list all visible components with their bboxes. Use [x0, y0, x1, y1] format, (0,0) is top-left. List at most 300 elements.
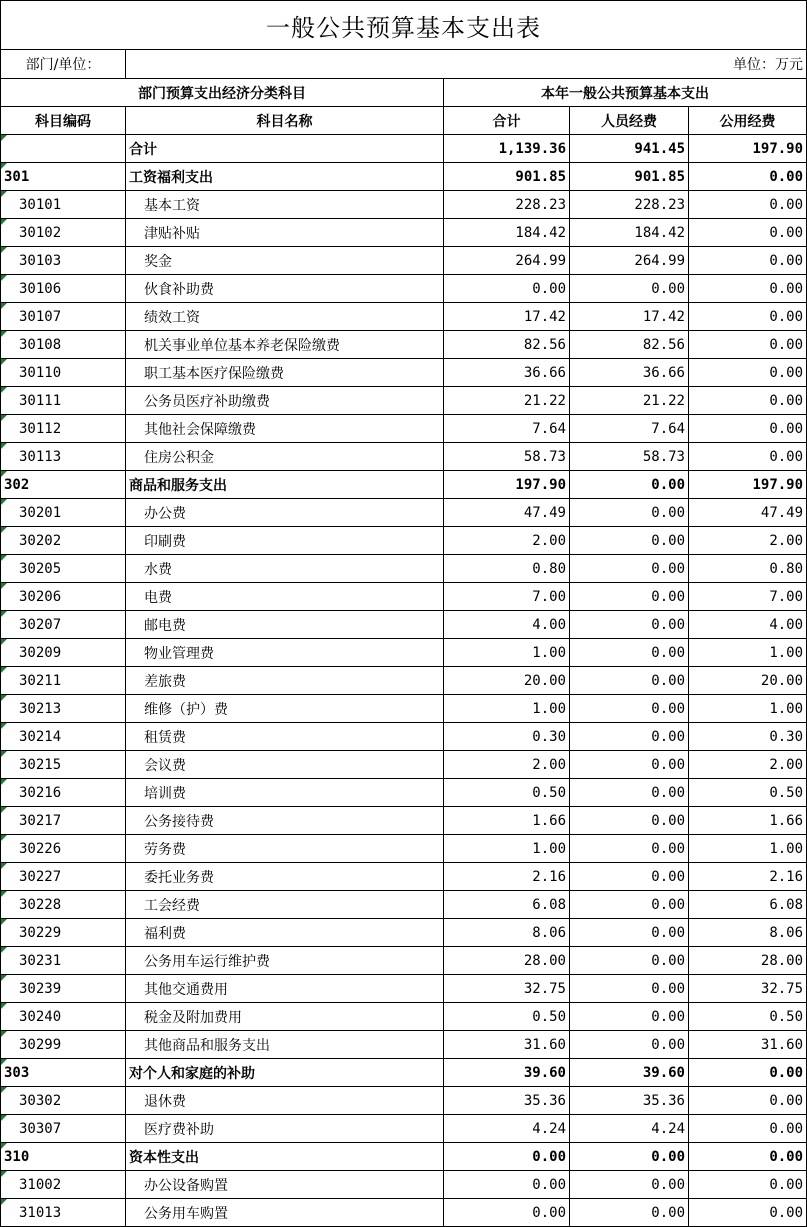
row-code-text: 30202: [19, 532, 62, 549]
row-name: 培训费: [126, 779, 444, 807]
row-code: [1, 275, 126, 303]
row-code-text: 30205: [19, 560, 62, 577]
table-row: [1, 751, 807, 779]
table-row: [1, 555, 807, 583]
table-row: [1, 443, 807, 471]
cell-marker-icon: [1, 667, 7, 673]
row-personnel: 0.00: [570, 975, 689, 1003]
row-name: 差旅费: [126, 667, 444, 695]
table-row: [1, 863, 807, 891]
cell-marker-icon: [1, 835, 7, 841]
row-name: 水费: [126, 555, 444, 583]
table-row: [1, 247, 807, 275]
cell-marker-icon: [1, 639, 7, 645]
row-code: [1, 723, 126, 751]
cell-marker-icon: [1, 1171, 7, 1177]
row-public: 0.00: [689, 1171, 807, 1199]
row-code: [1, 555, 126, 583]
row-public: 2.16: [689, 863, 807, 891]
row-personnel: 0.00: [570, 1003, 689, 1031]
row-name: 会议费: [126, 751, 444, 779]
row-name: 资本性支出: [126, 1143, 444, 1171]
row-name: 工资福利支出: [126, 163, 444, 191]
table-row: [1, 807, 807, 835]
row-public: 0.00: [689, 247, 807, 275]
row-personnel: 35.36: [570, 1087, 689, 1115]
cell-marker-icon: [1, 359, 7, 365]
row-name: 伙食补助费: [126, 275, 444, 303]
row-name: 委托业务费: [126, 863, 444, 891]
row-personnel: 0.00: [570, 639, 689, 667]
row-personnel: 0.00: [570, 667, 689, 695]
row-code-text: 30302: [19, 1092, 62, 1109]
table-row: [1, 219, 807, 247]
row-code: [1, 835, 126, 863]
cell-marker-icon: [1, 751, 7, 757]
table-row: [1, 723, 807, 751]
row-public: 0.00: [689, 331, 807, 359]
row-code: [1, 387, 126, 415]
row-public: 8.06: [689, 919, 807, 947]
row-personnel: 0.00: [570, 891, 689, 919]
header-group-classification: 部门预算支出经济分类科目: [1, 79, 444, 107]
column-header-name: 科目名称: [126, 107, 444, 135]
row-total: 0.30: [444, 723, 570, 751]
row-total: 31.60: [444, 1031, 570, 1059]
row-public: 28.00: [689, 947, 807, 975]
row-code-text: 30231: [19, 952, 62, 969]
cell-marker-icon: [1, 863, 7, 869]
row-code: [1, 639, 126, 667]
row-total: 32.75: [444, 975, 570, 1003]
row-personnel: 0.00: [570, 695, 689, 723]
cell-marker-icon: [1, 611, 7, 617]
cell-marker-icon: [1, 807, 7, 813]
cell-marker-icon: [1, 891, 7, 897]
row-public: 0.00: [689, 191, 807, 219]
row-name: 福利费: [126, 919, 444, 947]
unit-label: 单位：万元: [126, 50, 807, 79]
row-code: [1, 751, 126, 779]
table-row: [1, 1031, 807, 1059]
table-row: [1, 415, 807, 443]
row-code: [1, 583, 126, 611]
table-row: [1, 975, 807, 1003]
table-row: [1, 499, 807, 527]
cell-marker-icon: [1, 1003, 7, 1009]
row-total: 21.22: [444, 387, 570, 415]
table-row: [1, 919, 807, 947]
row-code-text: 30216: [19, 784, 62, 801]
table-row: [1, 611, 807, 639]
row-public: 197.90: [689, 471, 807, 499]
table-row: [1, 1115, 807, 1143]
row-code: [1, 1115, 126, 1143]
total-row: [1, 135, 807, 163]
row-code: [1, 499, 126, 527]
category-row: [1, 1143, 807, 1171]
row-code-text: 30228: [19, 896, 62, 913]
row-personnel: 21.22: [570, 387, 689, 415]
row-code: [1, 695, 126, 723]
row-code-text: 302: [4, 476, 30, 493]
row-total: 1.00: [444, 639, 570, 667]
row-public: 0.00: [689, 1087, 807, 1115]
table-row: [1, 331, 807, 359]
row-personnel: 0.00: [570, 863, 689, 891]
row-total: 82.56: [444, 331, 570, 359]
row-personnel: 228.23: [570, 191, 689, 219]
row-public: 4.00: [689, 611, 807, 639]
row-name: 津贴补贴: [126, 219, 444, 247]
column-header-personnel: 人员经费: [570, 107, 689, 135]
row-total: 2.00: [444, 527, 570, 555]
row-code-text: 30103: [19, 252, 62, 269]
row-code: [1, 191, 126, 219]
row-code: [1, 303, 126, 331]
row-code-text: 30239: [19, 980, 62, 997]
table-row: [1, 527, 807, 555]
cell-marker-icon: [1, 303, 7, 309]
row-personnel: 184.42: [570, 219, 689, 247]
cell-marker-icon: [1, 723, 7, 729]
total-personnel: 941.45: [570, 135, 689, 163]
row-code: [1, 415, 126, 443]
row-personnel: 82.56: [570, 331, 689, 359]
total-public: 197.90: [689, 135, 807, 163]
row-personnel: 58.73: [570, 443, 689, 471]
row-total: 4.00: [444, 611, 570, 639]
row-code-text: 30201: [19, 504, 62, 521]
row-public: 0.50: [689, 779, 807, 807]
row-public: 0.80: [689, 555, 807, 583]
row-name: 绩效工资: [126, 303, 444, 331]
row-total: 0.50: [444, 1003, 570, 1031]
row-total: 0.80: [444, 555, 570, 583]
row-personnel: 264.99: [570, 247, 689, 275]
row-code-text: 30229: [19, 924, 62, 941]
cell-marker-icon: [1, 1143, 7, 1149]
table-row: [1, 667, 807, 695]
row-public: 2.00: [689, 751, 807, 779]
row-total: 901.85: [444, 163, 570, 191]
cell-marker-icon: [1, 275, 7, 281]
category-row: [1, 1059, 807, 1087]
row-code: [1, 163, 126, 191]
row-total: 39.60: [444, 1059, 570, 1087]
row-total: 0.00: [444, 275, 570, 303]
table-row: [1, 835, 807, 863]
row-total: 8.06: [444, 919, 570, 947]
row-total: 1.66: [444, 807, 570, 835]
row-code: [1, 331, 126, 359]
category-row: [1, 471, 807, 499]
row-public: 0.00: [689, 163, 807, 191]
row-total: 0.00: [444, 1143, 570, 1171]
row-code-text: 301: [4, 168, 30, 185]
row-personnel: 0.00: [570, 499, 689, 527]
row-personnel: 0.00: [570, 1031, 689, 1059]
row-personnel: 901.85: [570, 163, 689, 191]
table-row: [1, 583, 807, 611]
table-row: [1, 191, 807, 219]
row-name: 机关事业单位基本养老保险缴费: [126, 331, 444, 359]
table-row: [1, 1171, 807, 1199]
row-code: [1, 219, 126, 247]
row-total: 2.00: [444, 751, 570, 779]
row-code-text: 303: [4, 1064, 30, 1081]
row-name: 住房公积金: [126, 443, 444, 471]
row-public: 1.66: [689, 807, 807, 835]
cell-marker-icon: [1, 1031, 7, 1037]
row-code-text: 30211: [19, 672, 62, 689]
cell-marker-icon: [1, 1087, 7, 1093]
row-public: 0.00: [689, 275, 807, 303]
row-code-text: 30307: [19, 1120, 62, 1137]
row-total: 0.00: [444, 1171, 570, 1199]
row-public: 0.30: [689, 723, 807, 751]
row-code-text: 30217: [19, 812, 62, 829]
row-personnel: 36.66: [570, 359, 689, 387]
row-total: 36.66: [444, 359, 570, 387]
row-name: 邮电费: [126, 611, 444, 639]
row-code: [1, 443, 126, 471]
cell-marker-icon: [1, 1199, 7, 1205]
row-public: 31.60: [689, 1031, 807, 1059]
row-name: 电费: [126, 583, 444, 611]
row-total: 7.64: [444, 415, 570, 443]
row-personnel: 0.00: [570, 723, 689, 751]
row-total: 20.00: [444, 667, 570, 695]
table-row: [1, 891, 807, 919]
row-total: 7.00: [444, 583, 570, 611]
row-public: 47.49: [689, 499, 807, 527]
row-public: 0.50: [689, 1003, 807, 1031]
row-personnel: 0.00: [570, 1143, 689, 1171]
row-code-text: 30108: [19, 336, 62, 353]
row-public: 1.00: [689, 695, 807, 723]
row-total: 0.00: [444, 1199, 570, 1227]
header-group-expenditure: 本年一般公共预算基本支出: [444, 79, 807, 107]
cell-marker-icon: [1, 527, 7, 533]
row-code-text: 30110: [19, 364, 62, 381]
row-personnel: 7.64: [570, 415, 689, 443]
cell-marker-icon: [1, 1115, 7, 1121]
table-row: [1, 359, 807, 387]
row-public: 0.00: [689, 303, 807, 331]
table-row: [1, 1087, 807, 1115]
row-code-text: 30209: [19, 644, 62, 661]
cell-marker-icon: [1, 135, 7, 141]
column-header-total: 合计: [444, 107, 570, 135]
row-personnel: 0.00: [570, 1171, 689, 1199]
row-code: [1, 611, 126, 639]
row-name: 办公费: [126, 499, 444, 527]
row-code-text: 310: [4, 1148, 30, 1165]
row-total: 1.00: [444, 695, 570, 723]
row-total: 6.08: [444, 891, 570, 919]
row-total: 17.42: [444, 303, 570, 331]
row-code: [1, 471, 126, 499]
row-public: 0.00: [689, 1115, 807, 1143]
row-public: 7.00: [689, 583, 807, 611]
row-name: 办公设备购置: [126, 1171, 444, 1199]
row-name: 公务用车运行维护费: [126, 947, 444, 975]
row-code-text: 30213: [19, 700, 62, 717]
row-public: 20.00: [689, 667, 807, 695]
row-total: 4.24: [444, 1115, 570, 1143]
row-total: 184.42: [444, 219, 570, 247]
row-code: [1, 919, 126, 947]
row-code: [1, 527, 126, 555]
cell-marker-icon: [1, 415, 7, 421]
row-public: 0.00: [689, 443, 807, 471]
row-name: 其他交通费用: [126, 975, 444, 1003]
row-public: 1.00: [689, 639, 807, 667]
row-total: 58.73: [444, 443, 570, 471]
row-name: 其他社会保障缴费: [126, 415, 444, 443]
row-total: 264.99: [444, 247, 570, 275]
row-public: 0.00: [689, 1143, 807, 1171]
row-code: [1, 807, 126, 835]
row-name: 商品和服务支出: [126, 471, 444, 499]
cell-marker-icon: [1, 1059, 7, 1065]
table-row: [1, 303, 807, 331]
row-code-text: 30206: [19, 588, 62, 605]
row-name: 对个人和家庭的补助: [126, 1059, 444, 1087]
cell-marker-icon: [1, 247, 7, 253]
row-personnel: 0.00: [570, 275, 689, 303]
row-personnel: 0.00: [570, 919, 689, 947]
row-personnel: 0.00: [570, 947, 689, 975]
row-public: 1.00: [689, 835, 807, 863]
total-name: 合计: [126, 135, 444, 163]
row-personnel: 0.00: [570, 751, 689, 779]
row-public: 6.08: [689, 891, 807, 919]
row-name: 印刷费: [126, 527, 444, 555]
cell-marker-icon: [1, 947, 7, 953]
row-personnel: 4.24: [570, 1115, 689, 1143]
row-code-text: 30240: [19, 1008, 62, 1025]
row-total: 228.23: [444, 191, 570, 219]
row-code-text: 30113: [19, 448, 62, 465]
table-row: [1, 639, 807, 667]
row-code: [1, 1059, 126, 1087]
cell-marker-icon: [1, 499, 7, 505]
cell-marker-icon: [1, 443, 7, 449]
row-code: [1, 779, 126, 807]
row-total: 0.50: [444, 779, 570, 807]
cell-marker-icon: [1, 387, 7, 393]
row-name: 维修（护）费: [126, 695, 444, 723]
row-name: 其他商品和服务支出: [126, 1031, 444, 1059]
cell-marker-icon: [1, 331, 7, 337]
row-code: [1, 975, 126, 1003]
row-name: 基本工资: [126, 191, 444, 219]
row-name: 公务用车购置: [126, 1199, 444, 1227]
table-row: [1, 1199, 807, 1227]
row-code-text: 30207: [19, 616, 62, 633]
row-code-text: 30102: [19, 224, 62, 241]
row-name: 奖金: [126, 247, 444, 275]
total-code-cell: [1, 135, 126, 163]
row-code-text: 30107: [19, 308, 62, 325]
row-personnel: 39.60: [570, 1059, 689, 1087]
row-code: [1, 247, 126, 275]
row-personnel: 0.00: [570, 471, 689, 499]
row-code: [1, 1199, 126, 1227]
category-row: [1, 163, 807, 191]
row-code: [1, 1087, 126, 1115]
row-public: 0.00: [689, 387, 807, 415]
cell-marker-icon: [1, 555, 7, 561]
department-label: 部门/单位：: [1, 50, 126, 79]
row-code: [1, 1143, 126, 1171]
row-code-text: 30101: [19, 196, 62, 213]
table-row: [1, 387, 807, 415]
row-name: 工会经费: [126, 891, 444, 919]
cell-marker-icon: [1, 471, 7, 477]
cell-marker-icon: [1, 975, 7, 981]
row-code: [1, 1031, 126, 1059]
cell-marker-icon: [1, 219, 7, 225]
row-code-text: 31013: [19, 1204, 62, 1221]
row-name: 劳务费: [126, 835, 444, 863]
row-code: [1, 947, 126, 975]
row-code-text: 30226: [19, 840, 62, 857]
row-personnel: 0.00: [570, 779, 689, 807]
row-code: [1, 1171, 126, 1199]
row-name: 公务员医疗补助缴费: [126, 387, 444, 415]
cell-marker-icon: [1, 163, 7, 169]
table-row: [1, 695, 807, 723]
cell-marker-icon: [1, 695, 7, 701]
row-personnel: 17.42: [570, 303, 689, 331]
total-total: 1,139.36: [444, 135, 570, 163]
row-public: 0.00: [689, 415, 807, 443]
row-total: 197.90: [444, 471, 570, 499]
row-code-text: 31002: [19, 1176, 62, 1193]
row-code: [1, 359, 126, 387]
table-row: [1, 947, 807, 975]
row-name: 医疗费补助: [126, 1115, 444, 1143]
row-personnel: 0.00: [570, 555, 689, 583]
row-code-text: 30111: [19, 392, 62, 409]
row-personnel: 0.00: [570, 611, 689, 639]
row-name: 退休费: [126, 1087, 444, 1115]
row-public: 0.00: [689, 219, 807, 247]
table-row: [1, 779, 807, 807]
row-total: 47.49: [444, 499, 570, 527]
table-row: [1, 1003, 807, 1031]
cell-marker-icon: [1, 583, 7, 589]
row-public: 32.75: [689, 975, 807, 1003]
row-total: 2.16: [444, 863, 570, 891]
cell-marker-icon: [1, 191, 7, 197]
row-name: 租赁费: [126, 723, 444, 751]
row-code: [1, 1003, 126, 1031]
table-row: [1, 275, 807, 303]
row-personnel: 0.00: [570, 583, 689, 611]
row-personnel: 0.00: [570, 807, 689, 835]
row-public: 0.00: [689, 1199, 807, 1227]
row-name: 公务接待费: [126, 807, 444, 835]
row-name: 物业管理费: [126, 639, 444, 667]
row-code-text: 30215: [19, 756, 62, 773]
row-code-text: 30112: [19, 420, 62, 437]
row-total: 35.36: [444, 1087, 570, 1115]
row-personnel: 0.00: [570, 527, 689, 555]
